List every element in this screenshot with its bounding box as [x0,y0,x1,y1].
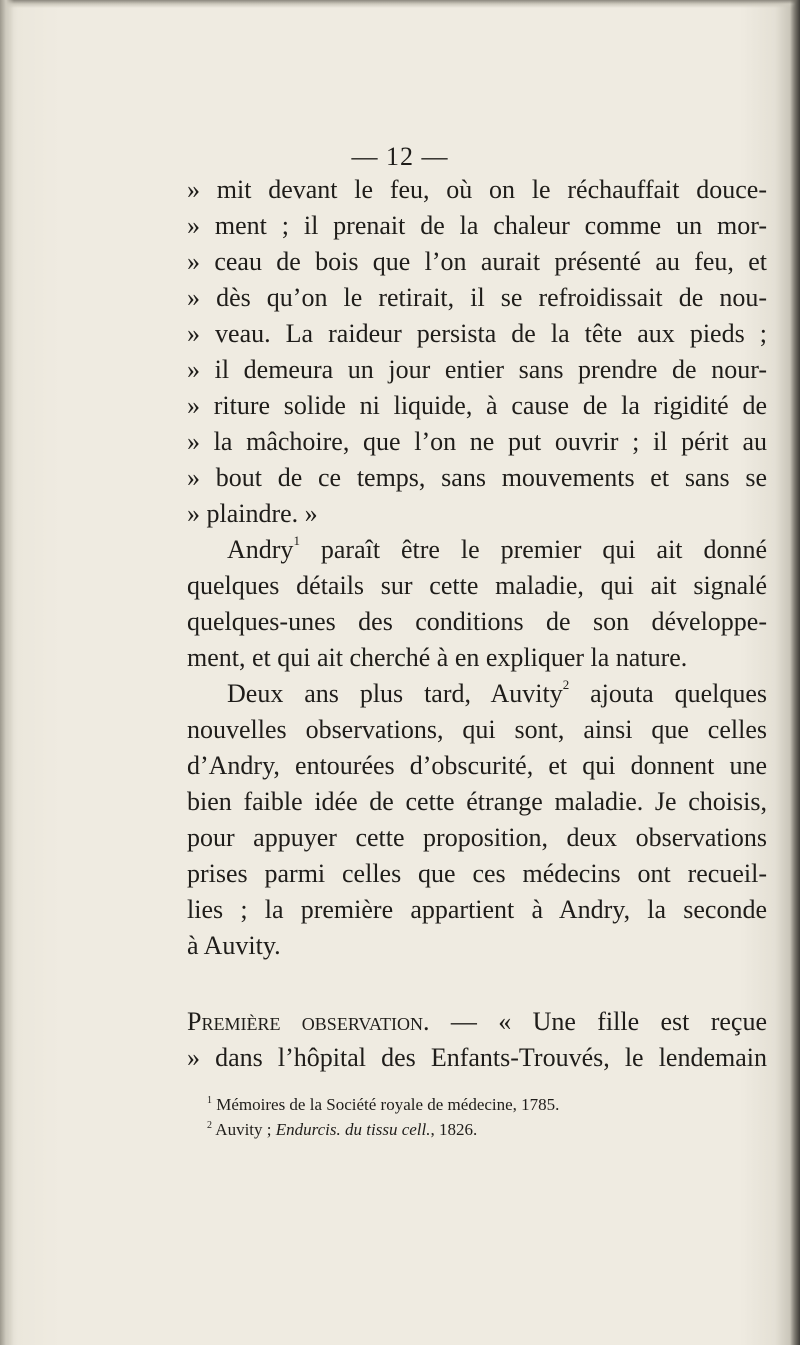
footnotes [187,1092,767,1142]
text-span: — « Une fille est reçue [429,1007,767,1036]
binding-shadow [0,0,14,1345]
text-line: » il demeura un jour entier sans prendre de nour- [187,355,767,384]
text-line: » la mâchoire, que l’on ne put ouvrir ; il périt au [187,427,767,456]
text-line: » mit devant le feu, où on le réchauffait douce- [187,175,767,204]
text-line: lies ; la première appartient à Andry, la seconde [187,895,767,924]
footnote-text: Auvity ; [212,1120,276,1139]
footnote-title: Endurcis. du tissu cell. [275,1120,431,1139]
paragraph-start-auvity [187,676,767,712]
text-span: paraît être le premier qui ait donné [299,535,767,564]
text-line: bien faible idée de cette étrange maladie. Je choisis, [187,787,767,816]
text-line: ment, et qui ait cherché à en expliquer la nature. [187,643,688,672]
footnote-text: Mémoires de la Société royale de médecine, 1785. [212,1095,560,1114]
page-right-edge [790,0,800,1345]
text-line: » ment ; il prenait de la chaleur comme un mor- [187,211,767,240]
body-text [187,172,767,1142]
author-name: Andry [227,535,294,564]
footnote-ref: 1 [293,533,300,548]
text-line: d’Andry, entourées d’obscurité, et qui donnent une [187,751,767,780]
page-number: — 12 — [351,142,449,171]
footnote-ref: 2 [562,677,570,692]
footnote-text: , 1826. [430,1120,478,1139]
text-span: Deux ans plus tard, Auvity [227,679,563,708]
footnote-1 [187,1092,767,1117]
footnote-2 [187,1117,767,1142]
page-top-edge [0,0,800,8]
text-line: pour appuyer cette proposition, deux observations [187,823,767,852]
footnote-marker: 2 [207,1120,212,1131]
footnote-marker: 1 [207,1095,212,1106]
text-line: » ceau de bois que l’on aurait présenté au feu, et [187,247,767,276]
text-line: » bout de ce temps, sans mouvements et sans se [187,463,767,492]
text-line: » dès qu’on le retirait, il se refroidissait de nou- [187,283,767,312]
observation-heading: Première observation. [187,1007,430,1036]
text-span: ajouta quelques [569,679,768,708]
text-line: à Auvity. [187,931,281,960]
text-line: quelques détails sur cette maladie, qui ait signalé [187,571,767,600]
text-line: » dans l’hôpital des Enfants-Trouvés, le lendemain [187,1043,767,1072]
observation-heading-line [187,1004,767,1040]
text-line: » veau. La raideur persista de la tête aux pieds ; [187,319,767,348]
text-line: nouvelles observations, qui sont, ainsi que celles [187,715,767,744]
text-line: » riture solide ni liquide, à cause de la rigidité de [187,391,767,420]
paragraph-start-andry [187,532,767,568]
text-line: quelques-unes des conditions de son développe- [187,607,767,636]
text-line: prises parmi celles que ces médecins ont recueil- [187,859,767,888]
section-spacer [187,964,767,1004]
text-line: » plaindre. » [187,499,318,528]
